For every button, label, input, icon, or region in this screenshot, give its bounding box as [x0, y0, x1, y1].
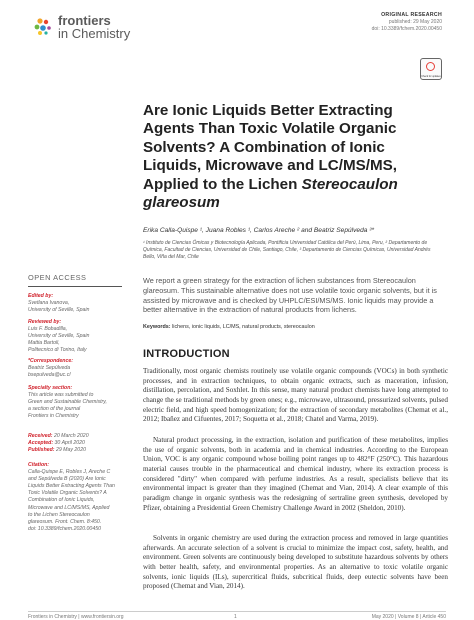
specialty-line: Green and Sustainable Chemistry, — [28, 399, 107, 406]
reviewers-block — [28, 319, 128, 354]
title-species: Stereocaulon glareosum — [143, 175, 398, 212]
dates-block — [28, 433, 128, 454]
reviewer-line: Politecnico di Torino, Italy — [28, 347, 87, 354]
footer-divider — [28, 611, 446, 612]
specialty-line: Frontiers in Chemistry — [28, 413, 79, 420]
badge-label: Check for updates — [421, 75, 441, 78]
open-access-heading: OPEN ACCESS — [28, 273, 87, 282]
specialty-label: Specialty section: — [28, 385, 73, 391]
section-heading-introduction: INTRODUCTION — [143, 348, 230, 360]
frontiers-logo-icon — [32, 16, 54, 38]
correspondence-label: *Correspondence: — [28, 358, 73, 364]
edited-by-label: Edited by: — [28, 293, 54, 299]
specialty-block — [28, 385, 128, 420]
updates-icon — [426, 62, 435, 71]
citation-line: and Sepúlveda B (2020) Are Ionic — [28, 476, 106, 483]
journal-logo — [32, 14, 162, 50]
specialty-line: This article was submitted to — [28, 392, 94, 399]
footer-volume: May 2020 | Volume 8 | Article 450 — [371, 614, 446, 620]
editor-line: Svetlana Ivanova, — [28, 300, 70, 307]
reviewer-line: Luis F. Bobadilla, — [28, 326, 68, 333]
reviewer-line: Mattia Bartoli, — [28, 340, 60, 347]
reviewed-by-label: Reviewed by: — [28, 319, 62, 325]
published-label: Published: — [28, 447, 55, 454]
citation-line: to the Lichen Stereocaulon — [28, 511, 90, 518]
author-list: Erika Calla-Quispe ¹, Juana Robles ¹, Carlos Areche ² and Beatriz Sepúlveda ³* — [143, 227, 375, 234]
citation-line: Microwave and LC/MS/MS, Applied — [28, 504, 110, 511]
correspondence-email[interactable]: bsepulveda@uc.cl — [28, 372, 71, 379]
keywords-label: Keywords: — [143, 324, 171, 330]
received-label: Received: — [28, 433, 53, 439]
article-title — [143, 102, 443, 212]
keywords-text: lichens, ionic liquids, LC/MS, natural products, stereocaulon — [172, 324, 315, 330]
doi-link[interactable]: doi: 10.3389/fchem.2020.00450 — [371, 26, 442, 32]
intro-paragraph-1: Traditionally, most organic chemists routinely use volatile organic compounds (VOCs) in both synthetic processes, and in extraction techniques, to obtain organic extracts, such as maceration, infusion, distillation, percolation, and Soxhlet. In this sense, many natural product chemists have long attempted to change the se traditional methods by green ones; e.g., microwave, ultrasound, pressurized solvents, pulsed electric field, and high speed homogenization; for the extraction of secondary metabolites (Chemat et al., 2012; Ibañez and Cifuentes, 2017; Soquetta et al., 2018; Chatel and Varma, 2019). — [143, 367, 448, 424]
accepted-label: Accepted: — [28, 440, 54, 447]
article-type: ORIGINAL RESEARCH — [381, 12, 442, 18]
journal-name-line2: in Chemistry — [58, 26, 131, 41]
published-date-sidebar: 29 May 2020 — [55, 447, 86, 454]
accepted-date: 30 April 2020 — [54, 440, 85, 447]
check-for-updates-badge[interactable] — [420, 58, 442, 80]
correspondence-block — [28, 358, 128, 379]
correspondence-line: Beatriz Sepúlveda — [28, 365, 71, 372]
article-meta — [372, 12, 442, 33]
abstract: We report a green strategy for the extraction of lichen substances from Stereocaulon glareosum. This sustainable alternative does not use volatile toxic organic solvents, but it is assisted by microwave and is checked by UHPLC/ESI/MS/MS. Ionic liquids may provide a better alternative in the extraction of natural products from lichens. — [143, 276, 437, 315]
title-main: Are Ionic Liquids Better Extracting Agents Than Toxic Volatile Organic Solvents? A Combination of Ionic Liquids, Microwave and LC/MS/MS, Applied to the Lichen — [143, 102, 397, 193]
intro-paragraph-2: Natural product processing, in the extraction, isolation and purification of these metabolites, implies the use of organic solvents, both in academia and in chemical industries. According to the European Union, VOC is any organic compound whose boiling point ranges up to 482°F (250°C). This hazardous material causes trouble in the pharmaceutical and chemical industry, where its extraction process is considered "dirty" when compared with perfume industries. As a result, specialists believe that its environmental impact is greater than they imagined (Chemat and Vian, 2014). A clear example of this paradigm change in organic synthesis was the redesigning of sertraline green synthesis, developed by Pfizer, obtaining a Presidential Green Chemistry Challenge Award in 2002 (Sheldon, 2010). — [143, 436, 448, 512]
specialty-line: a section of the journal — [28, 406, 81, 413]
footer-page-number: 1 — [234, 614, 237, 620]
editor-block — [28, 293, 128, 314]
citation-line: glareosum. Front. Chem. 8:450. — [28, 518, 102, 525]
citation-label: Citation: — [28, 462, 50, 468]
open-access-divider — [28, 286, 122, 287]
citation-line: Liquids Better Extracting Agents Than — [28, 483, 115, 490]
citation-line: Toxic Volatile Organic Solvents? A — [28, 490, 107, 497]
journal-name-line1: frontiers — [58, 13, 111, 28]
citation-line: Calla-Quispe E, Robles J, Areche C — [28, 469, 111, 476]
keywords — [143, 324, 448, 330]
editor-line: University of Seville, Spain — [28, 307, 90, 314]
citation-line: Combination of Ionic Liquids, — [28, 497, 95, 504]
received-date: 20 March 2020 — [53, 433, 89, 439]
affiliations: ¹ Instituto de Ciencias Ómicas y Biotecnología Aplicada, Pontificia Universidad Católica del Perú, Lima, Peru, ² Departamento de Química, Facultad de Ciencias, Universidad de Chile, Santiago, Chile, ³ Departamento de Ciencias Químicas, Universidad Andrés Bello, Viña del Mar, Chile — [143, 240, 431, 260]
published-date: published: 29 May 2020 — [388, 19, 442, 25]
citation-doi[interactable]: doi: 10.3389/fchem.2020.00450 — [28, 525, 101, 532]
intro-paragraph-3: Solvents in organic chemistry are used during the extraction process and removed in large quantities afterwards. An accurate selection of a solvent is crucial to minimize the impact cost, safety, health, and environment. Green solvents are continuously being developed to substitute hazardous solvents by others with better health, safety, and environmental properties. As an alternative to toxic volatile organic solvents, ionic liquids (ILs), supercritical fluids, subcritical fluids, deep eutectic solvents have been proposed (Chemat and Vian, 2014). — [143, 534, 448, 591]
reviewer-line: University of Seville, Spain — [28, 333, 90, 340]
citation-block — [28, 462, 128, 533]
footer-journal[interactable]: Frontiers in Chemistry | www.frontiersin.org — [28, 614, 124, 620]
